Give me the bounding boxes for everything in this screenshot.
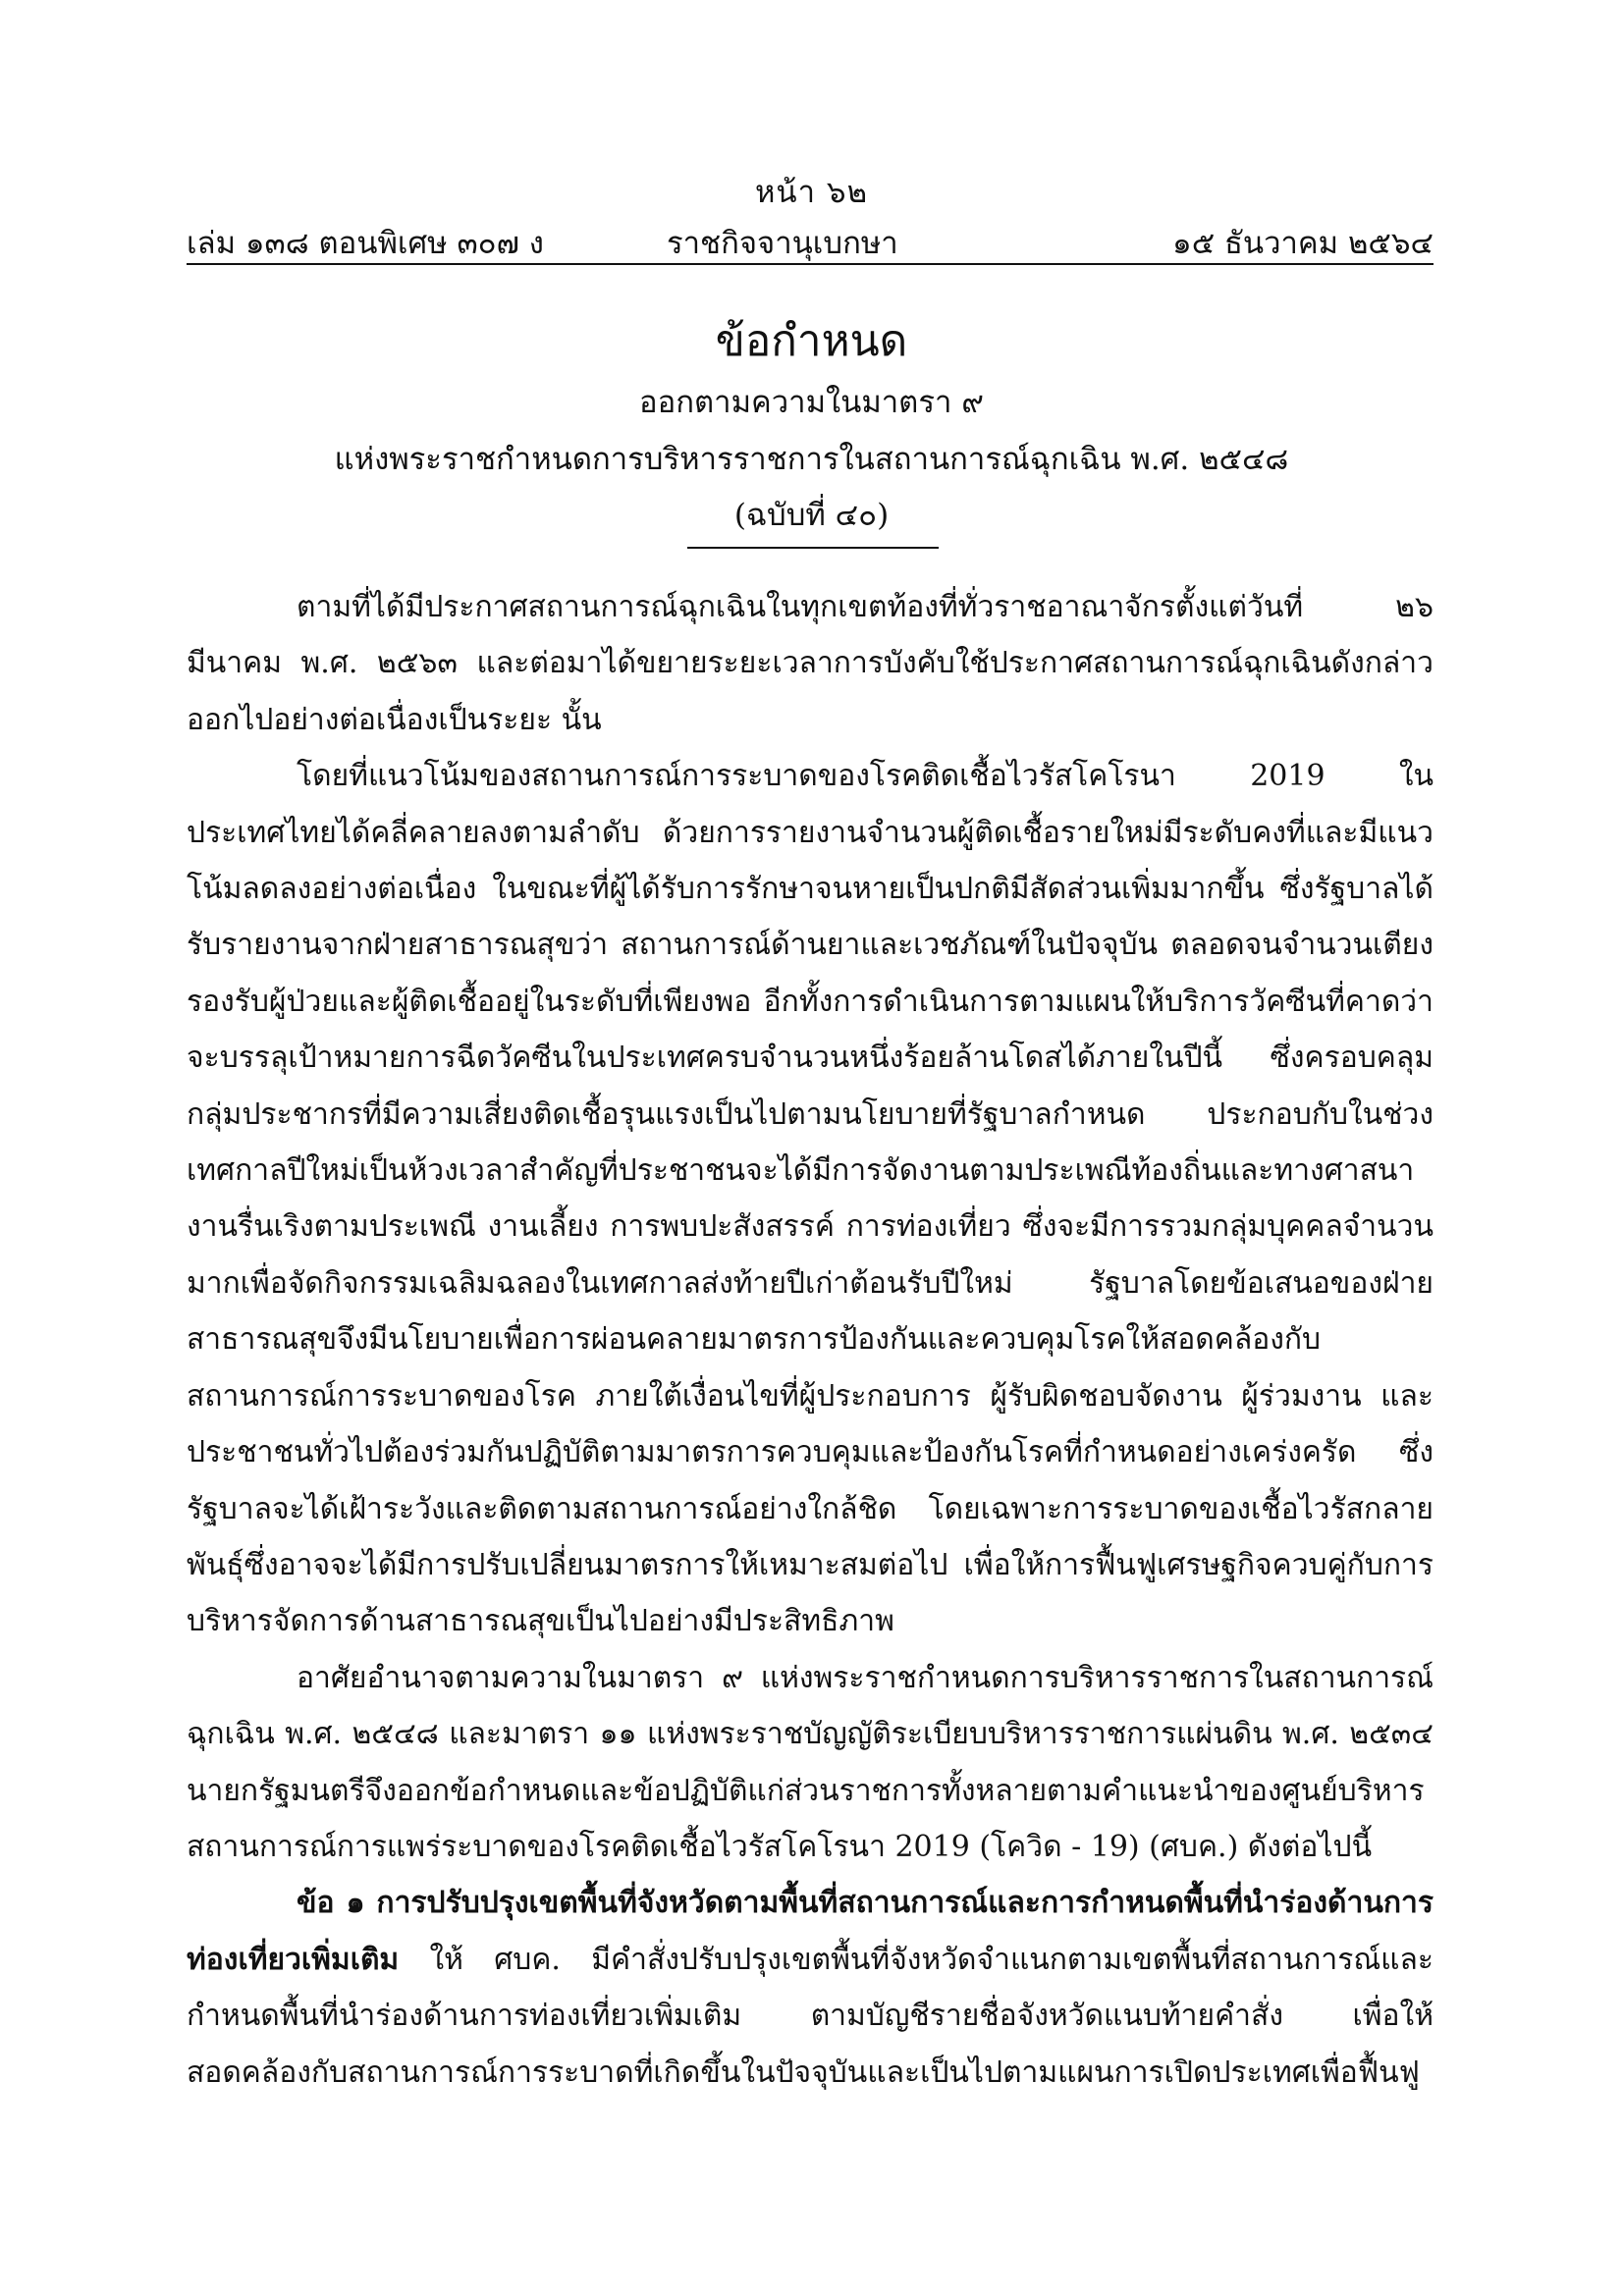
header-divider <box>187 263 1434 265</box>
paragraph-preamble: ตามที่ได้มีประกาศสถานการณ์ฉุกเฉินในทุกเขตท้องที่ทั่วราชอาณาจักรตั้งแต่วันที่ ๒๖ มีนาคม พ.ศ. ๒๕๖๓ และต่อมาได้ขยายระยะเวลาการบังคับใช้ประกาศสถานการณ์ฉุกเฉินดังกล่าวออกไปอย่างต่อเนื่องเป็นระยะ นั้น <box>187 590 1434 737</box>
publication-date: ๑๕ ธันวาคม ๒๕๖๔ <box>1172 226 1434 261</box>
gazette-header <box>187 218 1434 261</box>
volume-issue: เล่ม ๑๓๘ ตอนพิเศษ ๓๐๗ ง <box>187 226 544 261</box>
document-body <box>187 579 1434 2101</box>
article-1 <box>187 1875 1434 2101</box>
article-1-text: ให้ ศบค. มีคำสั่งปรับปรุงเขตพื้นที่จังหวัดจำแนกตามเขตพื้นที่สถานการณ์และกำหนดพื้นที่นำร่องด้านการท่องเที่ยวเพิ่มเติม ตามบัญชีรายชื่อจังหวัดแนบท้ายคำสั่ง เพื่อให้สอดคล้องกับสถานการณ์การระบาดที่เกิดขึ้นในปัจจุบันและเป็นไปตามแผนการเปิดประเทศเพื่อฟื้นฟู <box>187 1942 1434 2090</box>
article-1-heading: ข้อ ๑ การปรับปรุงเขตพื้นที่จังหวัดตามพื้นที่สถานการณ์และการกำหนดพื้นที่นำร่องด้านการท่องเที่ยวเพิ่มเติม <box>187 1886 1434 1977</box>
title-divider <box>687 547 939 549</box>
document-title: ข้อกำหนด <box>715 316 908 366</box>
paragraph-rationale: โดยที่แนวโน้มของสถานการณ์การระบาดของโรคติดเชื้อไวรัสโคโรนา 2019 ในประเทศไทยได้คลี่คลายลงตามลำดับ ด้วยการรายงานจำนวนผู้ติดเชื้อรายใหม่มีระดับคงที่และมีแนวโน้มลดลงอย่างต่อเนื่อง ในขณะที่ผู้ได้รับการรักษาจนหายเป็นปกติมีสัดส่วนเพิ่มมากขึ้น ซึ่งรัฐบาลได้รับรายงานจากฝ่ายสาธารณสุขว่า สถานการณ์ด้านยาและเวชภัณฑ์ในปัจจุบัน ตลอดจนจำนวนเตียงรองรับผู้ป่วยและผู้ติดเชื้ออยู่ในระดับที่เพียงพอ อีกทั้งการดำเนินการตามแผนให้บริการวัคซีนที่คาดว่าจะบรรลุเป้าหมายการฉีดวัคซีนในประเทศครบจำนวนหนึ่งร้อยล้านโดสได้ภายในปีนี้ ซึ่งครอบคลุมกลุ่มประชากรที่มีความเสี่ยงติดเชื้อรุนแรงเป็นไปตามนโยบายที่รัฐบาลกำหนด ประกอบกับในช่วงเทศกาลปีใหม่เป็นห้วงเวลาสำคัญที่ประชาชนจะได้มีการจัดงานตามประเพณีท้องถิ่นและทางศาสนา งานรื่นเริงตามประเพณี งานเลี้ยง การพบปะสังสรรค์ การท่องเที่ยว ซึ่งจะมีการรวมกลุ่มบุคคลจำนวนมากเพื่อจัดกิจกรรมเฉลิมฉลองในเทศกาลส่งท้ายปีเก่าต้อนรับปีใหม่ รัฐบาลโดยข้อเสนอของฝ่ายสาธารณสุขจึงมีนโยบายเพื่อการผ่อนคลายมาตรการป้องกันและควบคุมโรคให้สอดคล้องกับสถานการณ์การระบาดของโรค ภายใต้เงื่อนไขที่ผู้ประกอบการ ผู้รับผิดชอบจัดงาน ผู้ร่วมงาน และประชาชนทั่วไปต้องร่วมกันปฏิบัติตามมาตรการควบคุมและป้องกันโรคที่กำหนดอย่างเคร่งครัด ซึ่งรัฐบาลจะได้เฝ้าระวังและติดตามสถานการณ์อย่างใกล้ชิด โดยเฉพาะการระบาดของเชื้อไวรัสกลายพันธุ์ซึ่งอาจจะได้มีการปรับเปลี่ยนมาตรการให้เหมาะสมต่อไป เพื่อให้การฟื้นฟูเศรษฐกิจควบคู่กับการบริหารจัดการด้านสาธารณสุขเป็นไปอย่างมีประสิทธิภาพ <box>187 759 1434 1639</box>
document-subtitle-section: ออกตามความในมาตรา ๙ <box>639 385 984 420</box>
paragraph-authority: อาศัยอำนาจตามความในมาตรา ๙ แห่งพระราชกำหนดการบริหารราชการในสถานการณ์ฉุกเฉิน พ.ศ. ๒๕๔๘ และมาตรา ๑๑ แห่งพระราชบัญญัติระเบียบบริหารราชการแผ่นดิน พ.ศ. ๒๕๓๔ นายกรัฐมนตรีจึงออกข้อกำหนดและข้อปฏิบัติแก่ส่วนราชการทั้งหลายตามคำแนะนำของศูนย์บริหารสถานการณ์การแพร่ระบาดของโรคติดเชื้อไวรัสโคโรนา 2019 (โควิด - 19) (ศบค.) ดังต่อไปนี้ <box>187 1660 1434 1864</box>
document-subtitle-edition: (ฉบับที่ ๔๐) <box>733 498 890 533</box>
gazette-name: ราชกิจจานุเบกษา <box>667 226 898 261</box>
page-number: หน้า ๖๒ <box>755 175 868 210</box>
document-subtitle-decree: แห่งพระราชกำหนดการบริหารราชการในสถานการณ์ฉุกเฉิน พ.ศ. ๒๕๔๘ <box>334 442 1289 477</box>
